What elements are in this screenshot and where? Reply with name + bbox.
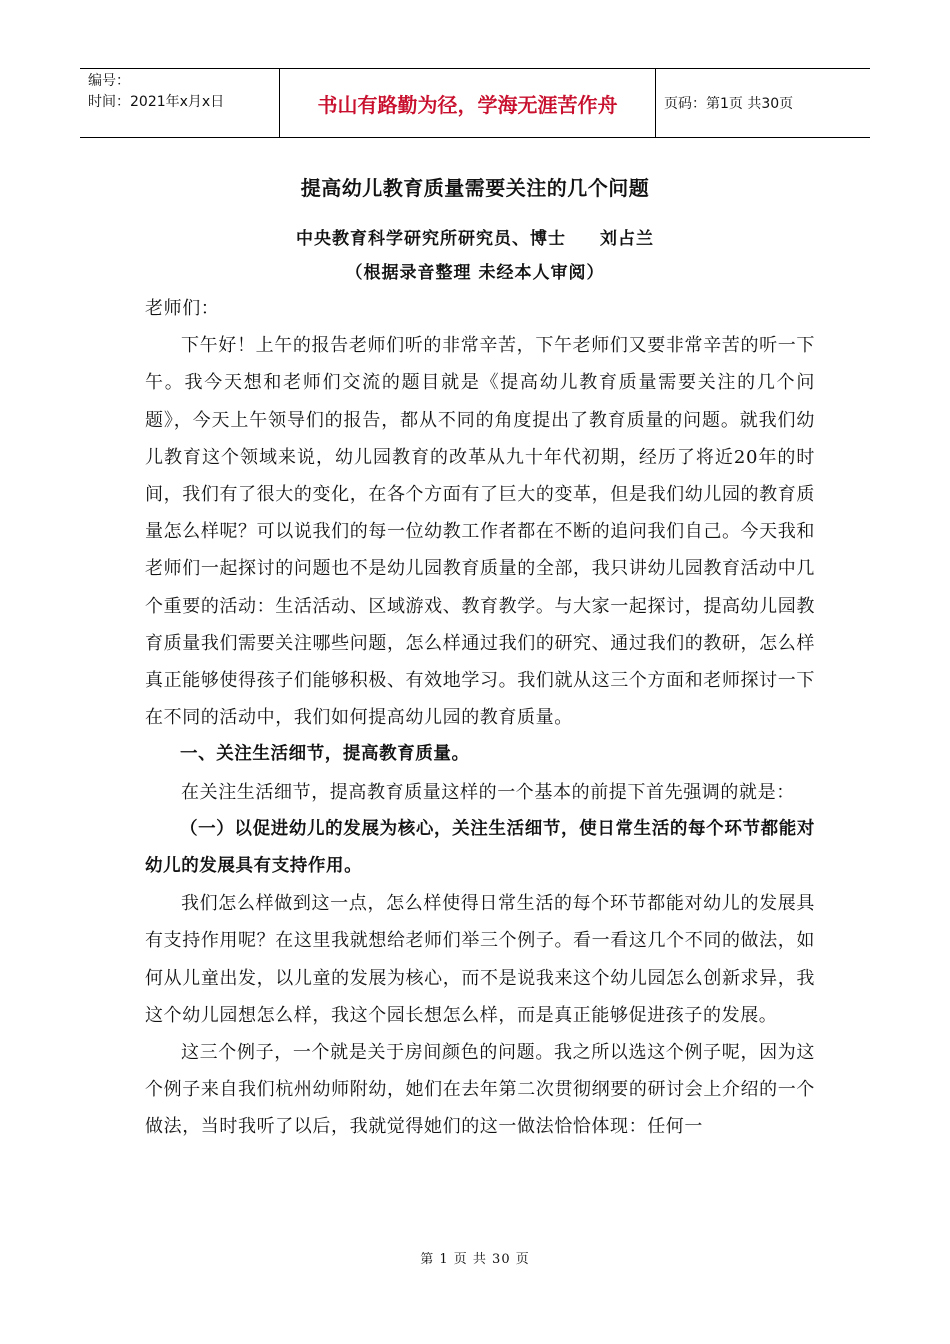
subsection-heading: （一）以促进幼儿的发展为核心，关注生活细节，使日常生活的每个环节都能对幼儿的发展具有支持作用。 — [145, 818, 815, 877]
document-header — [80, 68, 870, 138]
salutation: 老师们： — [145, 298, 220, 319]
paragraph: 我们怎么样做到这一点，怎么样使得日常生活的每个环节都能对幼儿的发展具有支持作用呢？在这里我就想给老师们举三个例子。看一看这几个不同的做法，如何从儿童出发，以儿童的发展为核心，而不是说我来这个幼儿园怎么创新求异，我这个幼儿园想怎么样，我这个园长想怎么样，而是真正能够促进孩子的发展。 — [145, 893, 815, 1026]
author-line — [0, 224, 950, 249]
paragraph: 在关注生活细节，提高教育质量这样的一个基本的前提下首先强调的就是： — [181, 781, 795, 803]
document-time-label: 时间：2021年x月x日 — [88, 94, 225, 110]
author-affiliation: 中央教育科学研究所研究员、博士 — [296, 229, 566, 249]
header-page-info: 页码：第1页 共30页 — [664, 96, 794, 112]
transcript-note: （根据录音整理 未经本人审阅） — [345, 263, 605, 283]
document-body — [145, 290, 815, 1146]
page-footer: 第 1 页 共 30 页 — [420, 1252, 530, 1267]
document-number-label: 编号： — [88, 73, 130, 89]
author-name: 刘占兰 — [600, 229, 654, 249]
document-title: 提高幼儿教育质量需要关注的几个问题 — [300, 176, 650, 200]
paragraph: 这三个例子，一个就是关于房间颜色的问题。我之所以选这个例子呢，因为这个例子来自我们杭州幼师附幼，她们在去年第二次贯彻纲要的研讨会上介绍的一个做法，当时我听了以后，我就觉得她们的这一做法恰恰体现：任何一 — [145, 1042, 815, 1138]
section-heading: 一、关注生活细节，提高教育质量。 — [180, 744, 470, 765]
header-meta-cell — [80, 69, 280, 137]
paragraph: 下午好！上午的报告老师们听的非常辛苦，下午老师们又要非常辛苦的听一下午。我今天想和老师们交流的题目就是《提高幼儿教育质量需要关注的几个问题》，今天上午领导们的报告，都从不同的角度提出了教育质量的问题。就我们幼儿教育这个领域来说，幼儿园教育的改革从九十年代初期，经历了将近20年的时间，我们有了很大的变化，在各个方面有了巨大的变革，但是我们幼儿园的教育质量怎么样呢？可以说我们的每一位幼教工作者都在不断的追问我们自己。今天我和老师们一起探讨的问题也不是幼儿园教育质量的全部，我只讲幼儿园教育活动中几个重要的活动：生活活动、区域游戏、教育教学。与大家一起探讨，提高幼儿园教育质量我们需要关注哪些问题，怎么样通过我们的研究、通过我们的教研，怎么样真正能够使得孩子们能够积极、有效地学习。我们就从这三个方面和老师探讨一下在不同的活动中，我们如何提高幼儿园的教育质量。 — [145, 335, 815, 729]
header-motto: 书山有路勤为径，学海无涯苦作舟 — [280, 69, 656, 137]
